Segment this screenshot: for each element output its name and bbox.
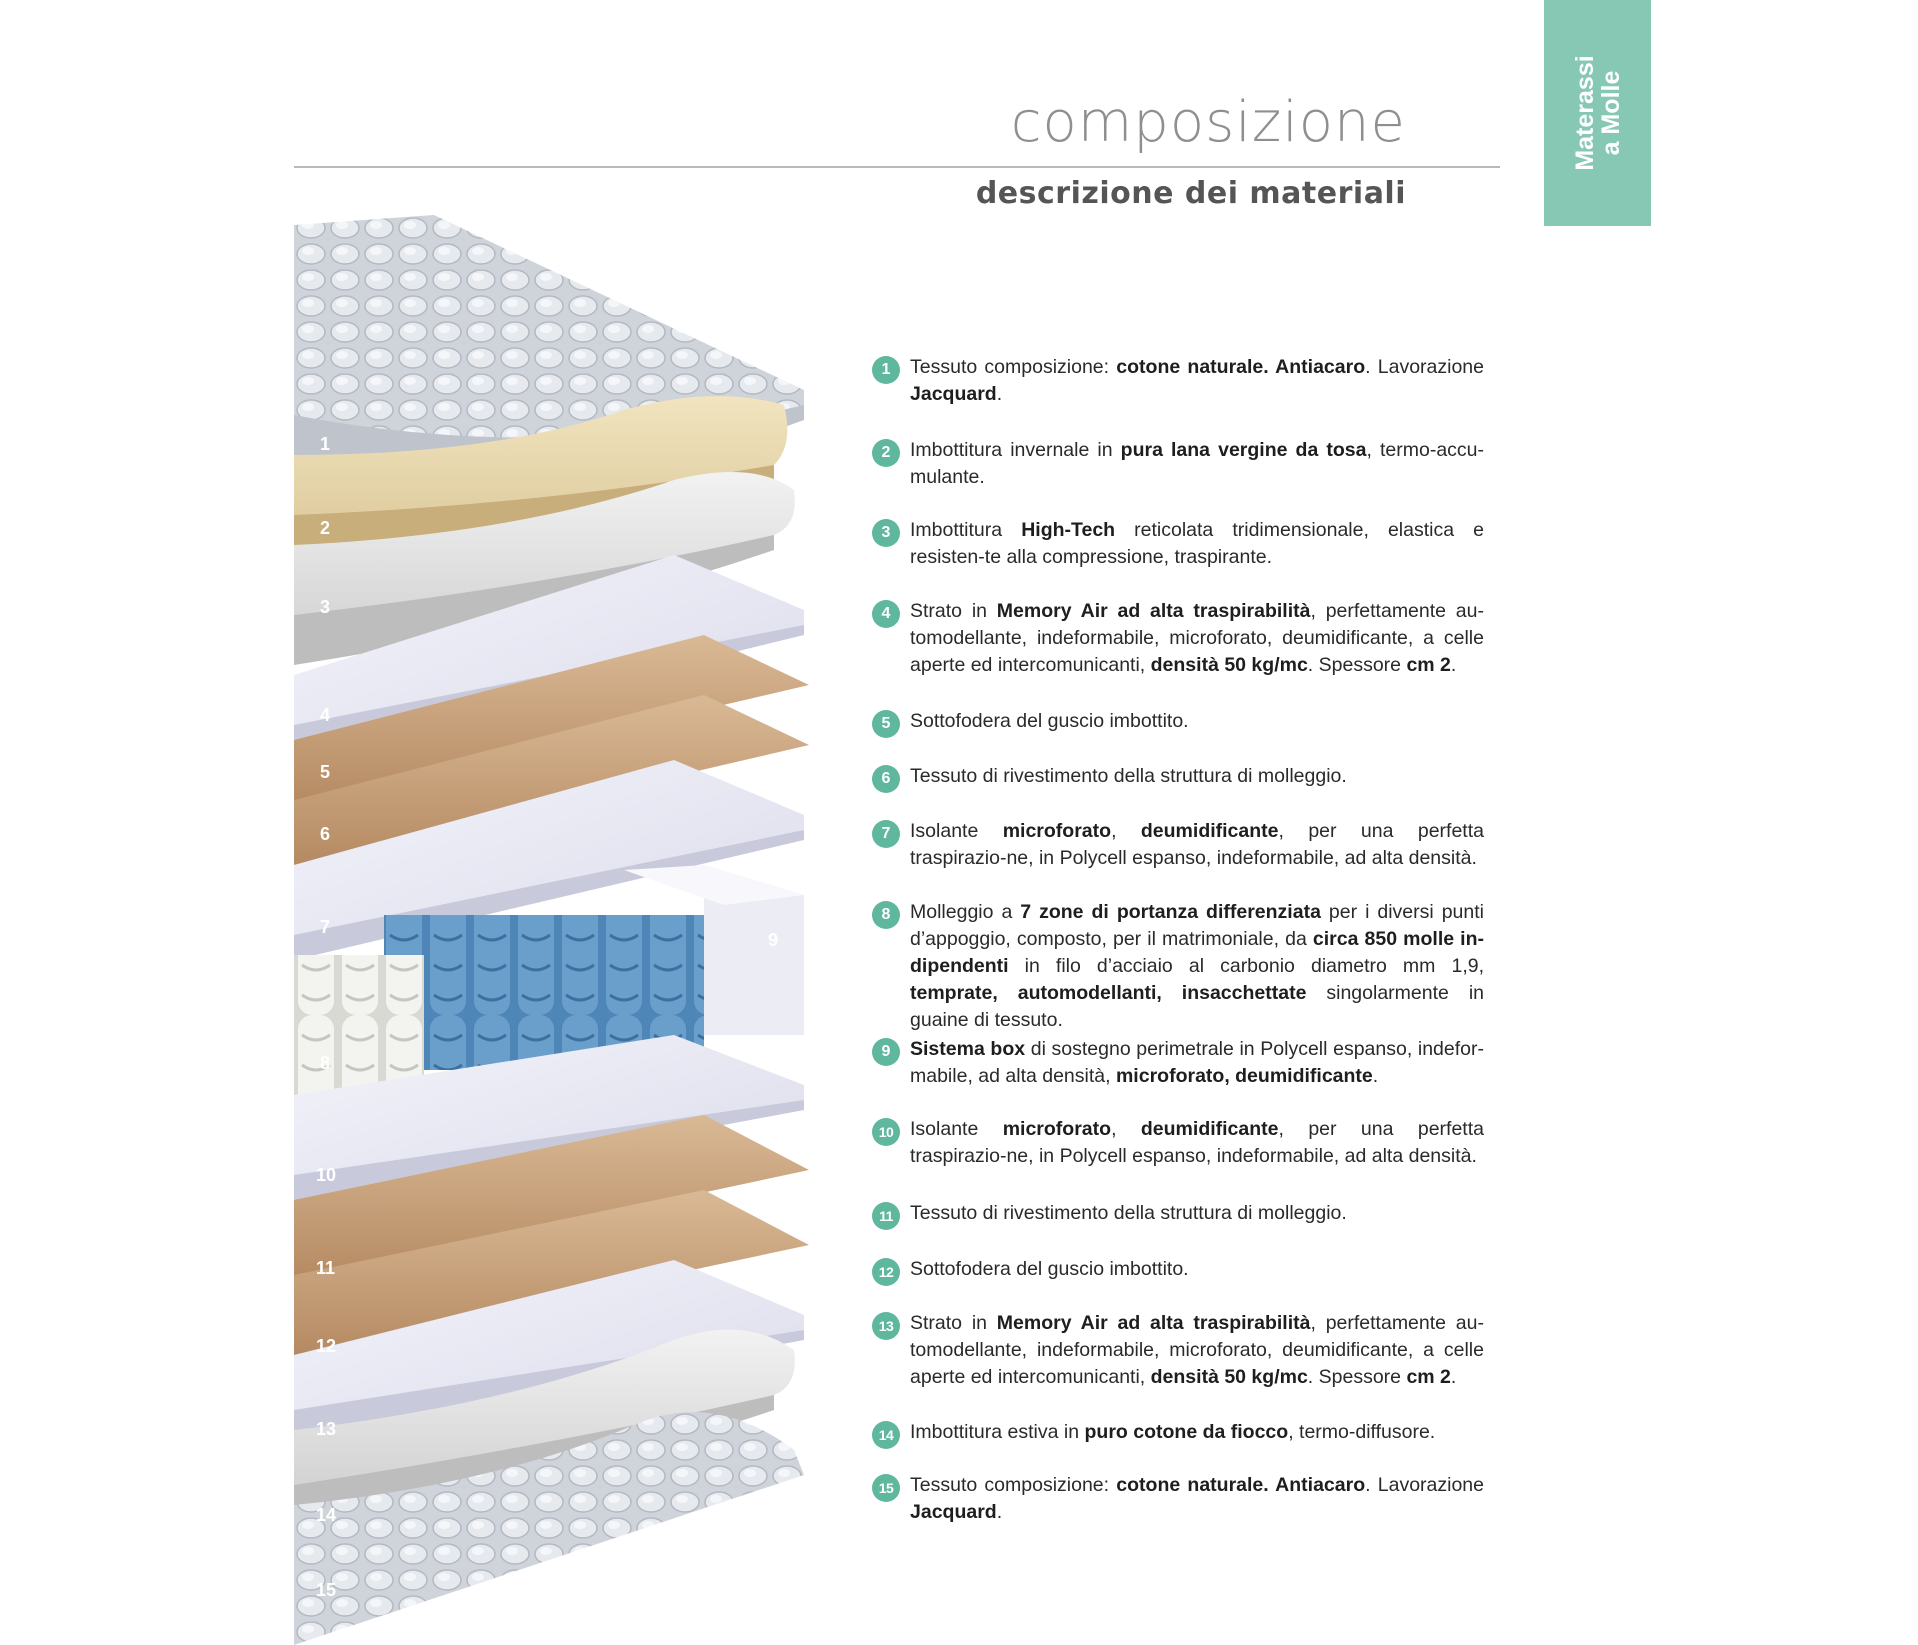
material-item-15 [872, 1472, 1484, 1526]
material-item-13 [872, 1310, 1484, 1391]
item-description [910, 818, 1484, 872]
item-number-badge: 11 [872, 1202, 900, 1230]
item-text-bold: densità 50 kg/mc [1150, 1366, 1308, 1388]
item-text: , per una perfetta traspirazio-ne, in Polycell espanso, indeformabile, ad alta densità. [910, 1118, 1484, 1167]
item-description [910, 1310, 1484, 1391]
layer-number-7: 7 [320, 917, 331, 937]
item-text: Molleggio a [910, 901, 1021, 923]
item-number-badge: 15 [872, 1474, 900, 1502]
layer-number-6: 6 [320, 824, 331, 844]
item-text-bold: densità 50 kg/mc [1150, 654, 1308, 676]
item-description [910, 1419, 1484, 1446]
item-text: , termo-accu-mulante. [910, 439, 1485, 488]
item-text-bold: Memory Air ad alta traspirabilità [996, 600, 1311, 622]
item-description [910, 1472, 1484, 1526]
item-text: Imbottitura [910, 519, 1022, 541]
item-text-bold: Memory Air ad alta traspirabilità [996, 1312, 1311, 1334]
item-text: Tessuto di rivestimento della struttura di molleggio. [910, 1202, 1347, 1224]
material-item-7 [872, 818, 1484, 872]
material-item-4 [872, 598, 1484, 679]
material-item-12 [872, 1256, 1484, 1283]
layer-number-14: 14 [316, 1505, 337, 1525]
item-text-bold: Jacquard [910, 383, 997, 405]
item-text-bold: circa 850 molle in-dipendenti [910, 928, 1484, 977]
item-text-bold: Jacquard [910, 1501, 997, 1523]
item-text: Isolante [910, 1118, 1003, 1140]
item-description [910, 517, 1484, 571]
item-text-bold: temprate, automodellanti, insacchettate [910, 982, 1307, 1004]
item-text: . Lavorazione [1365, 1474, 1484, 1496]
item-description [910, 1036, 1484, 1090]
item-text: , termo-diffusore. [1288, 1421, 1436, 1443]
category-tab-line1: Materassi [1570, 55, 1599, 171]
item-text: , [1111, 820, 1141, 842]
category-tab-label [1571, 55, 1624, 170]
item-text-bold: High-Tech [1021, 519, 1116, 541]
item-number-badge: 6 [872, 765, 900, 793]
item-number-badge: 5 [872, 710, 900, 738]
item-text-bold: pura lana vergine da tosa [1120, 439, 1367, 461]
item-description [910, 899, 1484, 1034]
item-text: Sottofodera del guscio imbottito. [910, 710, 1189, 732]
page-subtitle: descrizione dei materiali [975, 176, 1406, 211]
item-text-bold: cm 2 [1406, 1366, 1451, 1388]
item-number-badge: 2 [872, 439, 900, 467]
material-item-6 [872, 763, 1484, 790]
item-text: . Spessore [1307, 1366, 1407, 1388]
item-description [910, 708, 1484, 735]
item-text: . Lavorazione [1365, 356, 1484, 378]
item-text: . [1450, 654, 1457, 676]
material-item-1 [872, 354, 1484, 408]
item-number-badge: 7 [872, 820, 900, 848]
layer-number-9: 9 [768, 930, 779, 950]
item-description [910, 437, 1484, 491]
item-description [910, 1200, 1484, 1227]
item-text: Tessuto composizione: [910, 356, 1117, 378]
page-title: composizione [1010, 90, 1406, 155]
item-text: Sottofodera del guscio imbottito. [910, 1258, 1189, 1280]
item-number-badge: 4 [872, 600, 900, 628]
item-text-bold: Sistema box [910, 1038, 1026, 1060]
category-tab-line2: a Molle [1596, 70, 1625, 156]
material-item-10 [872, 1116, 1484, 1170]
item-text: Strato in [910, 1312, 997, 1334]
layer-number-3: 3 [320, 597, 331, 617]
item-number-badge: 10 [872, 1118, 900, 1146]
item-text: in filo d’acciaio al carbonio diametro mm 1,9, [1008, 955, 1484, 977]
item-text: , perfettamente au-tomodellante, indeformabile, microforato, deumidificante, a celle aperte ed intercomunicanti, [910, 1312, 1484, 1388]
item-text-bold: microforato [1002, 820, 1112, 842]
item-text: . [1372, 1065, 1379, 1087]
item-description [910, 1256, 1484, 1283]
material-item-8 [872, 899, 1484, 1034]
material-item-11 [872, 1200, 1484, 1227]
layer-number-2: 2 [320, 518, 331, 538]
item-text: Tessuto di rivestimento della struttura di molleggio. [910, 765, 1347, 787]
layer-number-5: 5 [320, 762, 331, 782]
item-text: Isolante [910, 820, 1003, 842]
item-number-badge: 8 [872, 901, 900, 929]
item-text-bold: microforato, deumidificante [1115, 1065, 1373, 1087]
item-text: di sostegno perimetrale in Polycell espanso, indefor-mabile, ad alta densità, [910, 1038, 1484, 1087]
layer-number-4: 4 [320, 705, 331, 725]
item-text: reticolata tridimensionale, elastica e resisten-te alla compressione, traspirante. [910, 519, 1484, 568]
item-text-bold: cotone naturale. Antiacaro [1116, 356, 1366, 378]
header-divider [294, 166, 1500, 168]
layer-number-12: 12 [316, 1336, 337, 1356]
layer-number-8: 8 [320, 1053, 331, 1073]
item-text-bold: puro cotone da fiocco [1084, 1421, 1289, 1443]
layer-number-10: 10 [316, 1165, 337, 1185]
item-text: , perfettamente au-tomodellante, indeformabile, microforato, deumidificante, a celle aperte ed intercomunicanti, [910, 600, 1484, 676]
layer-number-13: 13 [316, 1419, 337, 1439]
item-description [910, 598, 1484, 679]
layer-number-1: 1 [320, 434, 331, 454]
material-item-2 [872, 437, 1484, 491]
item-text: . Spessore [1307, 654, 1407, 676]
item-text: , [1111, 1118, 1141, 1140]
layer-number-15: 15 [316, 1580, 337, 1600]
item-text: singolarmente in guaine di tessuto. [910, 982, 1484, 1031]
item-text: Tessuto composizione: [910, 1474, 1117, 1496]
material-item-5 [872, 708, 1484, 735]
item-number-badge: 14 [872, 1421, 900, 1449]
item-number-badge: 12 [872, 1258, 900, 1286]
item-text: . [996, 383, 1003, 405]
item-text-bold: microforato [1002, 1118, 1112, 1140]
mattress-layers-illustration [294, 215, 814, 1645]
item-text: Strato in [910, 600, 997, 622]
category-tab [1544, 0, 1651, 226]
item-description [910, 1116, 1484, 1170]
item-text: . [1450, 1366, 1457, 1388]
item-text: per i diversi punti d’appoggio, composto, per il matrimoniale, da [910, 901, 1484, 950]
item-text: Imbottitura invernale in [910, 439, 1121, 461]
item-text-bold: cotone naturale. Antiacaro [1116, 1474, 1366, 1496]
item-description [910, 763, 1484, 790]
item-number-badge: 1 [872, 356, 900, 384]
material-item-9 [872, 1036, 1484, 1090]
item-description [910, 354, 1484, 408]
item-number-badge: 13 [872, 1312, 900, 1340]
item-text-bold: cm 2 [1406, 654, 1451, 676]
item-text-bold: 7 zone di portanza differenziata [1020, 901, 1321, 923]
item-text: Imbottitura estiva in [910, 1421, 1085, 1443]
item-number-badge: 9 [872, 1038, 900, 1066]
item-number-badge: 3 [872, 519, 900, 547]
item-text: , per una perfetta traspirazio-ne, in Polycell espanso, indeformabile, ad alta densità. [910, 820, 1484, 869]
layer-number-11: 11 [316, 1258, 336, 1278]
item-text: . [996, 1501, 1003, 1523]
material-item-14 [872, 1419, 1484, 1446]
item-text-bold: deumidificante [1140, 1118, 1279, 1140]
material-item-3 [872, 517, 1484, 571]
item-text-bold: deumidificante [1140, 820, 1279, 842]
